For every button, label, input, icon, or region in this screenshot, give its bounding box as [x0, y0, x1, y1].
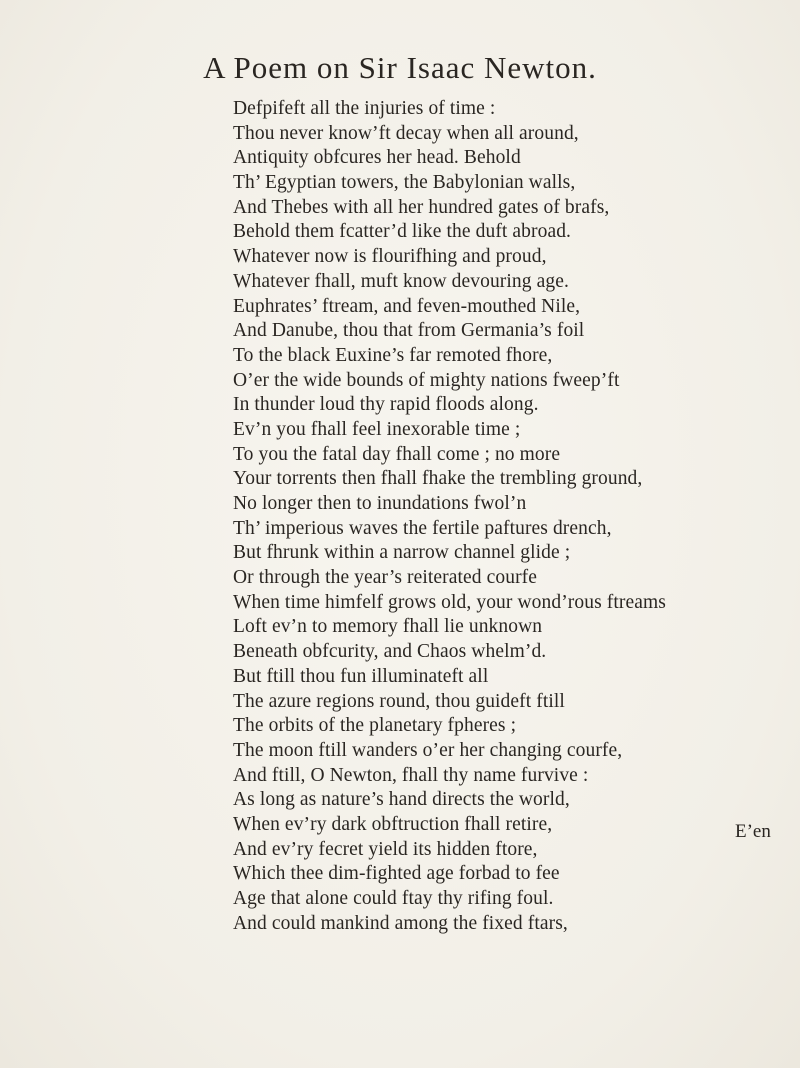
poem-line: Beneath obfcurity, and Chaos whelm’d. — [233, 641, 547, 663]
catchword: E’en — [735, 821, 771, 842]
poem-line: Age that alone could ftay thy rifing foul. — [233, 888, 554, 909]
poem-line: Thou never know’ft decay when all around, — [233, 122, 579, 144]
poem-line: Your torrents then fhall fhake the trembling ground, — [233, 468, 643, 490]
poem-line: And Danube, thou that from Germania’s foil — [233, 320, 585, 342]
poem-line: In thunder loud thy rapid floods along. — [233, 394, 539, 416]
poem-line: The azure regions round, thou guideft ftill — [233, 690, 565, 712]
poem-line: And ev’ry fecret yield its hidden ftore, — [233, 838, 538, 860]
running-head: A Poem on Sir Isaac Newton. — [203, 50, 597, 85]
poem-line: The moon ftill wanders o’er her changing courfe, — [233, 739, 623, 761]
poem-line: No longer then to inundations fwol’n — [233, 493, 527, 514]
poem-line: Whatever now is flourifhing and proud, — [233, 246, 547, 268]
poem-line: And ftill, O Newton, fhall thy name furvive : — [233, 764, 589, 786]
poem-line: To the black Euxine’s far remoted fhore, — [233, 344, 553, 366]
poem-line: Defpifeft all the injuries of time : — [233, 98, 496, 119]
poem-line: But fhrunk within a narrow channel glide ; — [233, 542, 571, 564]
poem-line: As long as nature’s hand directs the world, — [233, 789, 570, 811]
poem-line: Behold them fcatter’d like the duft abroad. — [233, 221, 572, 243]
poem-text — [233, 97, 773, 936]
poem-line: Th’ Egyptian towers, the Babylonian walls, — [233, 172, 576, 194]
poem-line: Or through the year’s reiterated courfe — [233, 567, 538, 589]
poem-line: O’er the wide bounds of mighty nations fweep’ft — [233, 369, 620, 391]
poem-line: Whatever fhall, muft know devouring age. — [233, 270, 569, 292]
poem-line: Th’ imperious waves the fertile paftures drench, — [233, 517, 612, 539]
poem-line: Ev’n you fhall feel inexorable time ; — [233, 418, 521, 440]
poem-line: Loft ev’n to memory fhall lie unknown — [233, 616, 543, 638]
poem-line: But ftill thou fun illuminateft all — [233, 665, 489, 687]
poem-line: Which thee dim-fighted age forbad to fee — [233, 863, 560, 885]
poem-line: And Thebes with all her hundred gates of brafs, — [233, 196, 610, 218]
poem-line: To you the fatal day fhall come ; no more — [233, 443, 561, 465]
poem-line: The orbits of the planetary fpheres ; — [233, 715, 517, 737]
poem-line: Euphrates’ ftream, and feven-mouthed Nile, — [233, 295, 581, 317]
poem-line: When ev’ry dark obftruction fhall retire, — [233, 813, 553, 835]
poem-line: And could mankind among the fixed ftars, — [233, 912, 568, 934]
poem-line: Antiquity obfcures her head. Behold — [233, 147, 521, 169]
poem-line: When time himfelf grows old, your wond’rous ftreams — [233, 591, 666, 613]
